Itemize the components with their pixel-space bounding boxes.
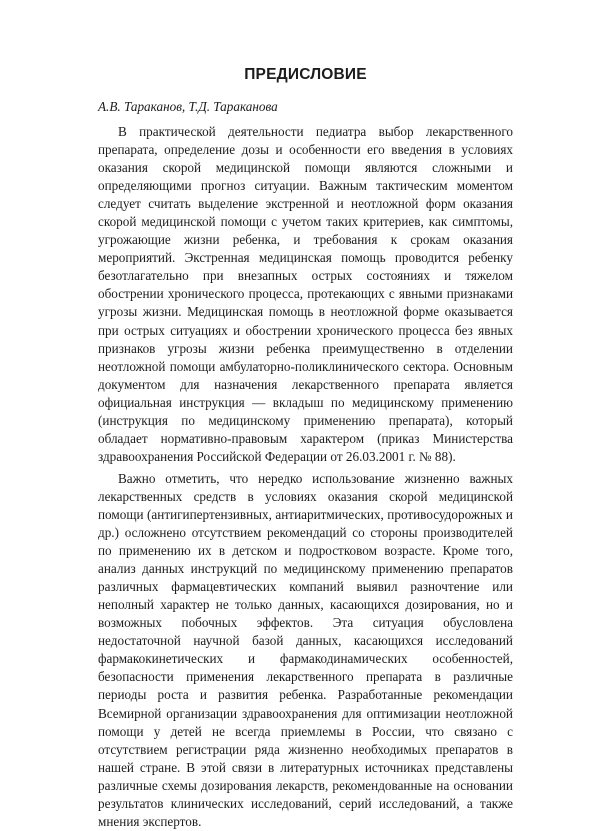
paragraph-2: Важно отметить, что нередко использование жизненно важных лекарственных средств в условиях оказания скорой медицинской помощи (антигипертензивных, антиаритмических, противосудорожных и др.) осложнено отсутствием рекомендаций со стороны производителей по применению их в детском и подростковом возрасте. Кроме того, анализ данных инструкций по медицинскому применению препаратов различных фармацевтических компаний выявил разночтение или неполный характер не только данных, касающихся дозирования, но и возможных побочных эффектов. Эта ситуация обусловлена недостаточной научной базой данных, касающихся исследований фармакокинетических и фармакодинамических особенностей, безопасности применения лекарственного препарата в различные периоды роста и развития ребенка. Разработанные рекомендации Всемирной организации здравоохранения для оптимизации неотложной помощи у детей не всегда приемлемы в России, что связано с отсутствием регистрации ряда жизненно необходимых препаратов в нашей стране. В этой связи в литературных источниках представлены различные схемы дозирования лекарств, рекомендованные на основании результатов клинических исследований, серий исследований, а также мнения экспертов.: [98, 470, 513, 829]
page-title: ПРЕДИСЛОВИЕ: [244, 66, 367, 83]
authors-line: А.В. Тараканов, Т.Д. Тараканова: [98, 99, 278, 114]
paragraph-1: В практической деятельности педиатра выбор лекарственного препарата, определение дозы и особенности его введения в условиях оказания скорой медицинской помощи являются сложными и определяющими прогноз ситуации. Важным тактическим моментом следует считать выделение экстренной и неотложной форм оказания скорой медицинской помощи с учетом таких критериев, как симптомы, угрожающие жизни ребенка, и требования к срокам оказания мероприятий. Экстренная медицинская помощь проводится ребенку безотлагательно при внезапных острых состояниях и тяжелом обострении хронического процесса, протекающих с явными признаками угрозы жизни. Медицинская помощь в неотложной форме оказывается при острых ситуациях и обострении хронического процесса без явных признаков угрозы жизни ребенка преимущественно в отделении неотложной помощи амбулаторно-поликлинического сектора. Основным документом для назначения лекарственного препарата является официальная инструкция — вкладыш по медицинскому применению (инструкция по медицинскому применению препарата), который обладает нормативно-правовым характером (приказ Министерства здравоохранения Российской Федерации от 26.03.2001 г. № 88).: [98, 124, 513, 464]
